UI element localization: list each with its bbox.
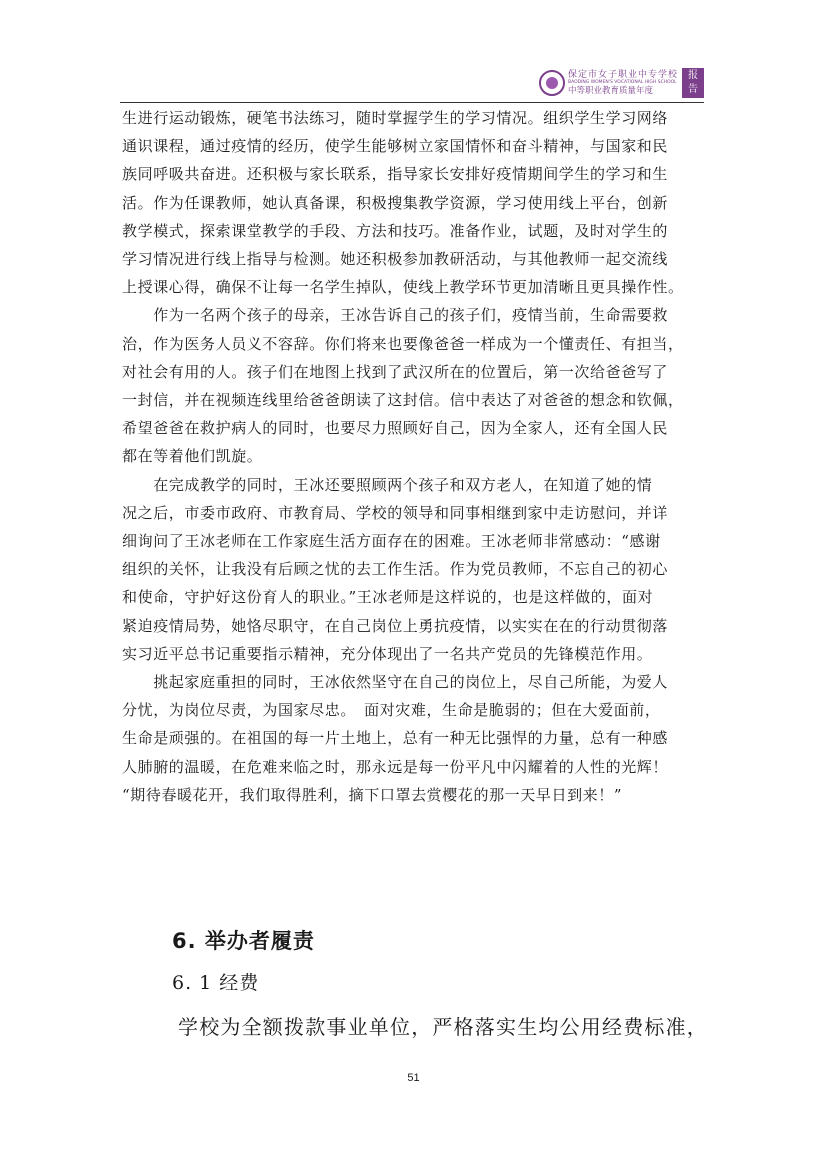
section-heading: 6. 举办者履责 <box>172 929 315 953</box>
page-number: 51 <box>407 1072 420 1084</box>
text-line: 组织的关怀，让我没有后顾之忧的去工作生活。作为党员教师，不忘自己的初心 <box>122 560 669 579</box>
text-line: 挑起家庭重担的同时，王冰依然坚守在自己的岗位上，尽自己所能，为爱人 <box>122 673 669 692</box>
text-line: 学习情况进行线上指导与检测。她还积极参加教研活动，与其他教师一起交流线 <box>122 250 669 269</box>
text-line: 希望爸爸在救护病人的同时，也要尽力照顾好自己，因为全家人，还有全国人民 <box>122 419 669 438</box>
badge-bottom: 告 <box>688 84 698 95</box>
paragraph <box>122 104 710 301</box>
subsection-heading: 6. 1 经费 <box>172 972 260 994</box>
text-line: 分忧，为岗位尽责，为国家尽忠。 面对灾难，生命是脆弱的；但在大爱面前， <box>122 701 661 720</box>
school-logo <box>539 68 704 98</box>
text-line: 教学模式，探索课堂教学的手段、方法和技巧。准备作业，试题，及时对学生的 <box>122 221 669 240</box>
school-name-en: BAODING WOMEN'S VOCATIONAL HIGH SCHOOL <box>567 80 677 85</box>
text-line: 活。作为任课教师，她认真备课，积极搜集教学资源，学习使用线上平台，创新 <box>122 193 669 212</box>
text-line: 族同呼吸共奋进。还积极与家长联系，指导家长安排好疫情期间学生的学习和生 <box>122 165 669 184</box>
text-line: 生命是顽强的。在祖国的每一片土地上，总有一种无比强悍的力量，总有一种感 <box>122 729 669 748</box>
text-line: 都在等着他们凯旋。 <box>122 447 263 466</box>
tail-paragraph: 学校为全额拨款事业单位，严格落实生均公用经费标准， <box>178 1015 708 1039</box>
school-name-cn: 保定市女子职业中专学校 <box>567 70 678 80</box>
text-line: 通识课程，通过疫情的经历，使学生能够树立家国情怀和奋斗精神，与国家和民 <box>122 137 669 156</box>
badge-top: 报 <box>688 70 698 81</box>
report-badge <box>682 68 704 98</box>
text-line: 在完成教学的同时，王冰还要照顾两个孩子和双方老人，在知道了她的情 <box>122 475 653 494</box>
text-line: 人肺腑的温暖，在危难来临之时，那永远是每一份平凡中闪耀着的人性的光辉！ <box>122 757 669 776</box>
text-line: 况之后，市委市政府、市教育局、学校的领导和同事相继到家中走访慰问，并详 <box>122 503 669 522</box>
paragraph <box>122 471 710 668</box>
body-text <box>122 104 710 809</box>
text-line: 和使命，守护好这份育人的职业。”王冰老师是这样说的，也是这样做的，面对 <box>122 588 654 607</box>
text-line: 上授课心得，确保不让每一名学生掉队，使线上教学环节更加清晰且更具操作性。 <box>122 278 684 297</box>
paragraph <box>122 668 710 809</box>
text-line: 治，作为医务人员义不容辞。你们将来也要像爸爸一样成为一个懂责任、有担当， <box>122 334 684 353</box>
page-header <box>120 66 704 103</box>
text-line: 紧迫疫情局势，她恪尽职守，在自己岗位上勇抗疫情，以实实在在的行动贯彻落 <box>122 616 669 635</box>
text-line: 细询问了王冰老师在工作家庭生活方面存在的困难。王冰老师非常感动：“感谢 <box>122 532 661 551</box>
text-line: 生进行运动锻炼，硬笔书法练习，随时掌握学生的学习情况。组织学生学习网络 <box>122 109 669 127</box>
text-line: 对社会有用的人。孩子们在地图上找到了武汉所在的位置后，第一次给爸爸写了 <box>122 362 669 381</box>
text-line: 作为一名两个孩子的母亲，王冰告诉自己的孩子们，疫情当前，生命需要救 <box>122 306 669 325</box>
paragraph <box>122 301 710 470</box>
text-line: 实习近平总书记重要指示精神，充分体现出了一名共产党员的先锋模范作用。 <box>122 644 653 663</box>
text-line: “期待春暖花开，我们取得胜利，摘下口罩去赏樱花的那一天早日到来！” <box>122 785 623 804</box>
report-title: 中等职业教育质量年度 <box>567 86 653 96</box>
text-line: 一封信，并在视频连线里给爸爸朗读了这封信。信中表达了对爸爸的想念和钦佩， <box>122 391 684 410</box>
school-seal-icon <box>539 70 565 96</box>
logo-text <box>568 70 678 96</box>
